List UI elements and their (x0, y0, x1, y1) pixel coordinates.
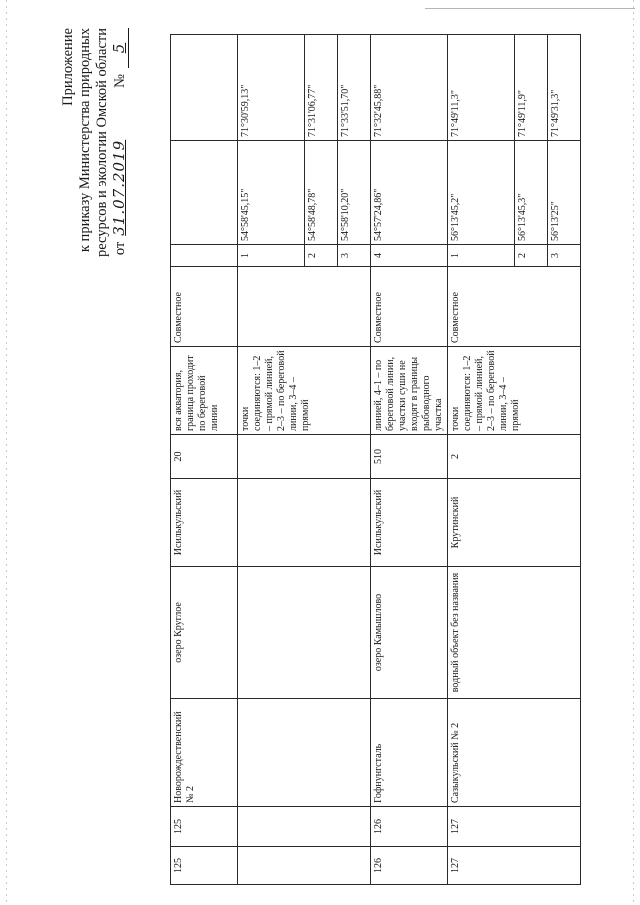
site-name-cell (238, 699, 371, 807)
usage-type-cell: Совместное (371, 267, 448, 347)
handwritten-number: 5 (111, 28, 129, 68)
longitude-cell: 71°31'06,77" (305, 35, 338, 141)
boundary-description-cell: точки соединяются: 1–2 – прямой линией, 2–3 – по береговой линии, 3–4 – прямой (448, 347, 581, 435)
appendix-order-line: к приказу Министерства природных (77, 28, 93, 253)
appendix-title: Приложение (60, 28, 76, 106)
area-cell: 20 (171, 435, 238, 479)
point-number-cell: 3 (338, 245, 371, 267)
point-number-cell: 1 (448, 245, 515, 267)
table-row (171, 35, 238, 885)
point-number-cell: 2 (515, 245, 548, 267)
longitude-cell: 71°49'31,3" (548, 35, 581, 141)
usage-type-cell: Совместное (448, 267, 581, 347)
date-prefix: от (112, 241, 128, 256)
point-number-cell: 1 (238, 245, 305, 267)
row-index-cell: 126 (371, 807, 448, 847)
longitude-cell: 71°33'51,70" (338, 35, 371, 141)
table-row (371, 35, 448, 885)
longitude-cell: 71°32'45,88" (371, 35, 448, 141)
water-body-cell: водный объект без названия (448, 567, 581, 699)
point-number-cell (171, 245, 238, 267)
table-body (171, 35, 581, 885)
district-cell: Крутинский (448, 479, 581, 567)
fishery-sites-table (170, 34, 581, 885)
handwritten-date: 31.07.2019 (110, 139, 128, 236)
longitude-cell: 71°49'11,9" (515, 35, 548, 141)
latitude-cell: 54°57'24,86" (371, 141, 448, 245)
boundary-description-cell: точки соединяются: 1–2 – прямой линией, 2–3 – по береговой линии, 3–4 – прямой (238, 347, 371, 435)
point-number-cell: 2 (305, 245, 338, 267)
usage-type-cell: Совместное (171, 267, 238, 347)
site-name-cell: Сазыкульский № 2 (448, 699, 581, 807)
appendix-ministry-line: ресурсов и экологии Омской области (94, 28, 110, 257)
site-name-cell: Новорождественский № 2 (171, 699, 238, 807)
point-number-cell: 4 (371, 245, 448, 267)
water-body-cell (238, 567, 371, 699)
latitude-cell (171, 141, 238, 245)
usage-type-cell (238, 267, 371, 347)
water-body-cell: озеро Камышлово (371, 567, 448, 699)
area-cell (238, 435, 371, 479)
area-cell: 510 (371, 435, 448, 479)
row-number-cell: 126 (371, 847, 448, 885)
table-row (448, 35, 515, 885)
district-cell: Исилькульский (371, 479, 448, 567)
table-row (238, 35, 305, 885)
boundary-description-cell: линией, 4–1 – по береговой линии, участки суши не входят в границы рыбоводного участка (371, 347, 448, 435)
row-number-cell (238, 847, 371, 885)
latitude-cell: 54°58'48,78" (305, 141, 338, 245)
row-index-cell (238, 807, 371, 847)
site-name-cell: Гофнунгсталь (371, 699, 448, 807)
row-number-cell: 125 (171, 847, 238, 885)
area-cell: 2 (448, 435, 581, 479)
latitude-cell: 54°58'45,15" (238, 141, 305, 245)
longitude-cell: 71°49'11,3" (448, 35, 515, 141)
row-index-cell: 125 (171, 807, 238, 847)
number-label: № (112, 74, 128, 88)
latitude-cell: 56°13'25" (548, 141, 581, 245)
district-cell (238, 479, 371, 567)
latitude-cell: 56°13'45,2" (448, 141, 515, 245)
latitude-cell: 56°13'45,3" (515, 141, 548, 245)
boundary-description-cell: вся акватория, граница проходит по береговой линии (171, 347, 238, 435)
district-cell: Исилькульский (171, 479, 238, 567)
appendix-date-line (111, 28, 129, 468)
longitude-cell: 71°30'59,13" (238, 35, 305, 141)
longitude-cell (171, 35, 238, 141)
point-number-cell: 3 (548, 245, 581, 267)
latitude-cell: 54°58'10,20" (338, 141, 371, 245)
row-number-cell: 127 (448, 847, 581, 885)
water-body-cell: озеро Круглое (171, 567, 238, 699)
appendix-header (60, 28, 129, 468)
row-index-cell: 127 (448, 807, 581, 847)
